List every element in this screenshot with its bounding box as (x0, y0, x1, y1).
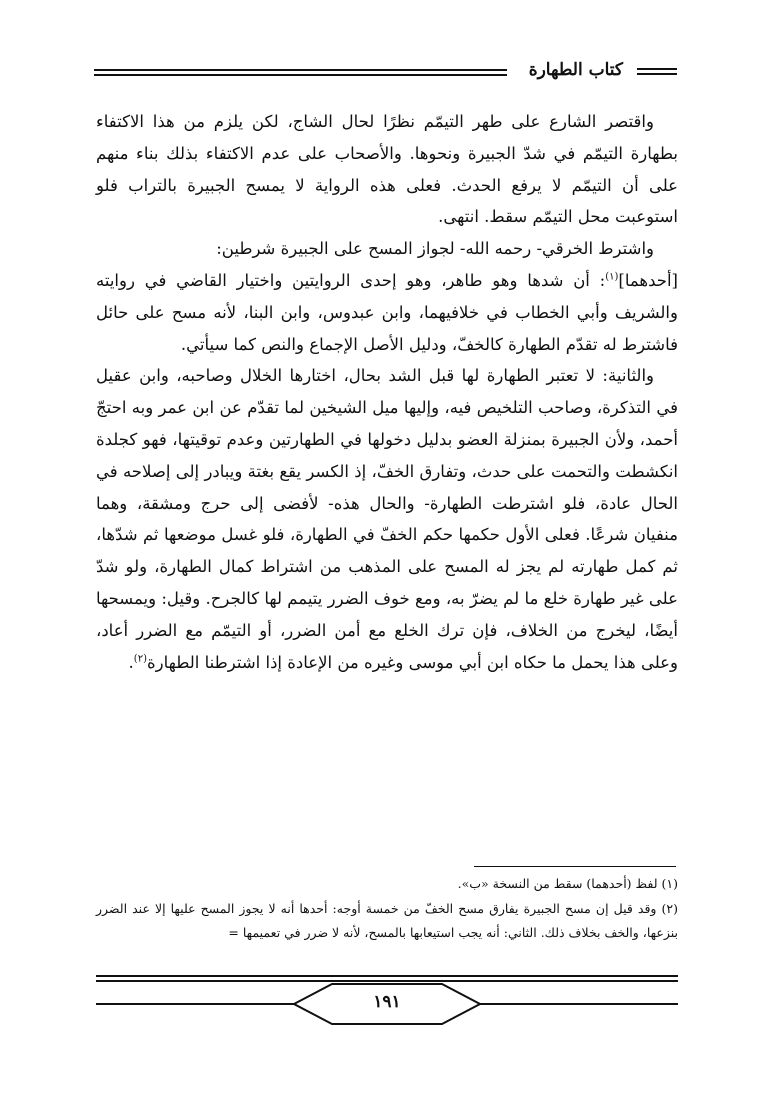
header-ornament (637, 68, 677, 80)
footnote-separator (474, 866, 676, 867)
page-number: ١٩١ (373, 992, 401, 1012)
footnotes (96, 872, 678, 946)
footnote-ref-1: (١) (605, 271, 619, 283)
paragraph-3 (96, 265, 678, 360)
paragraph-3-text: : أن شدها وهو طاهر، وهو إحدى الروايتين واختيار القاضي في روايته والشريف وأبي الخطاب في خلافيهما، وابن عبدوس، وابن البنا، لأنه مسح على حائل فاشترط له تقدّم الطهارة كالخفّ، ودليل الأصل الإجماع والنص كما سيأتي. (96, 270, 678, 354)
paragraph-4-end: . (128, 652, 134, 672)
main-text (96, 106, 678, 678)
footnote-2: (٢) وقد قيل إن مسح الجبيرة يفارق مسح الخفّ من خمسة أوجه: أحدها أنه لا يجوز المسح عليها إلا عند الضرر بنزعها، والخف بخلاف ذلك. الثاني: أنه يجب استيعابها بالمسح، لأنه لا ضرر في تعميمها = (96, 900, 678, 940)
header-rule (94, 69, 507, 79)
footer-rule-second (96, 980, 678, 982)
paragraph-2: واشترط الخرقي- رحمه الله- لجواز المسح على الجبيرة شرطين: (216, 239, 654, 259)
first-condition-label: [أحدهما] (618, 270, 678, 290)
paragraph-4-text: والثانية: لا تعتبر الطهارة لها قبل الشد بحال، اختارها الخلال وصاحبه، وابن عقيل في التذكرة، وصاحب التلخيص فيه، وإليها ميل الشيخين لما تقدّم عن ابن عمر وبه احتجّ أحمد، ولأن الجبيرة بمنزلة العضو بدليل دخولها في الطهارتين وعدم توقيتها، فهو كجلدة انكشطت والتحمت على حدث، وتفارق الخفّ، إذ الكسر يقع بغتة ويبادر إلى إصلاحه في الحال عادة، فلو اشترطت الطهارة- والحال هذه- لأفضى إلى حرج ومشقة، وهما منفيان شرعًا. فعلى الأول حكمها حكم الخفّ في الطهارة، فلو غسل موضعها ثم شدّها، ثم كمل طهارته لم يجز له المسح على المذهب من اشتراط كمال الطهارة، ولو شدّ على غير طهارة خلع ما لم يضرّ به، ومع خوف الضرر يتيمم لها كالجرح. وقيل: ويمسحها أيضًا، ليخرج من الخلاف، فإن ترك الخلع مع أمن الضرر، أو التيمّم مع الضرر أعاد، وعلى هذا يحمل ما حكاه ابن أبي موسى وغيره من الإعادة إذا اشترطنا الطهارة (96, 366, 678, 672)
footer-rule-top (96, 975, 678, 977)
running-header (94, 62, 677, 92)
footnote-1: (١) لفظ (أحدهما) سقط من النسخة «ب». (457, 876, 678, 891)
header-title: كتاب الطهارة (523, 60, 629, 80)
paragraph-4 (96, 360, 678, 678)
paragraph-1: واقتصر الشارع على طهر التيمّم نظرًا لحال الشاج، لكن يلزم من هذا الاكتفاء بطهارة التيمّم في شدّ الجبيرة ونحوها. والأصحاب على عدم الاكتفاء بذلك بناء منهم على أن التيمّم لا يرفع الحدث. فعلى هذه الرواية لا يمسح الجبيرة بالتراب فلو استوعبت محل التيمّم سقط. انتهى. (96, 112, 678, 227)
page-footer (96, 975, 678, 1025)
footnote-ref-2: (٢) (133, 653, 147, 665)
